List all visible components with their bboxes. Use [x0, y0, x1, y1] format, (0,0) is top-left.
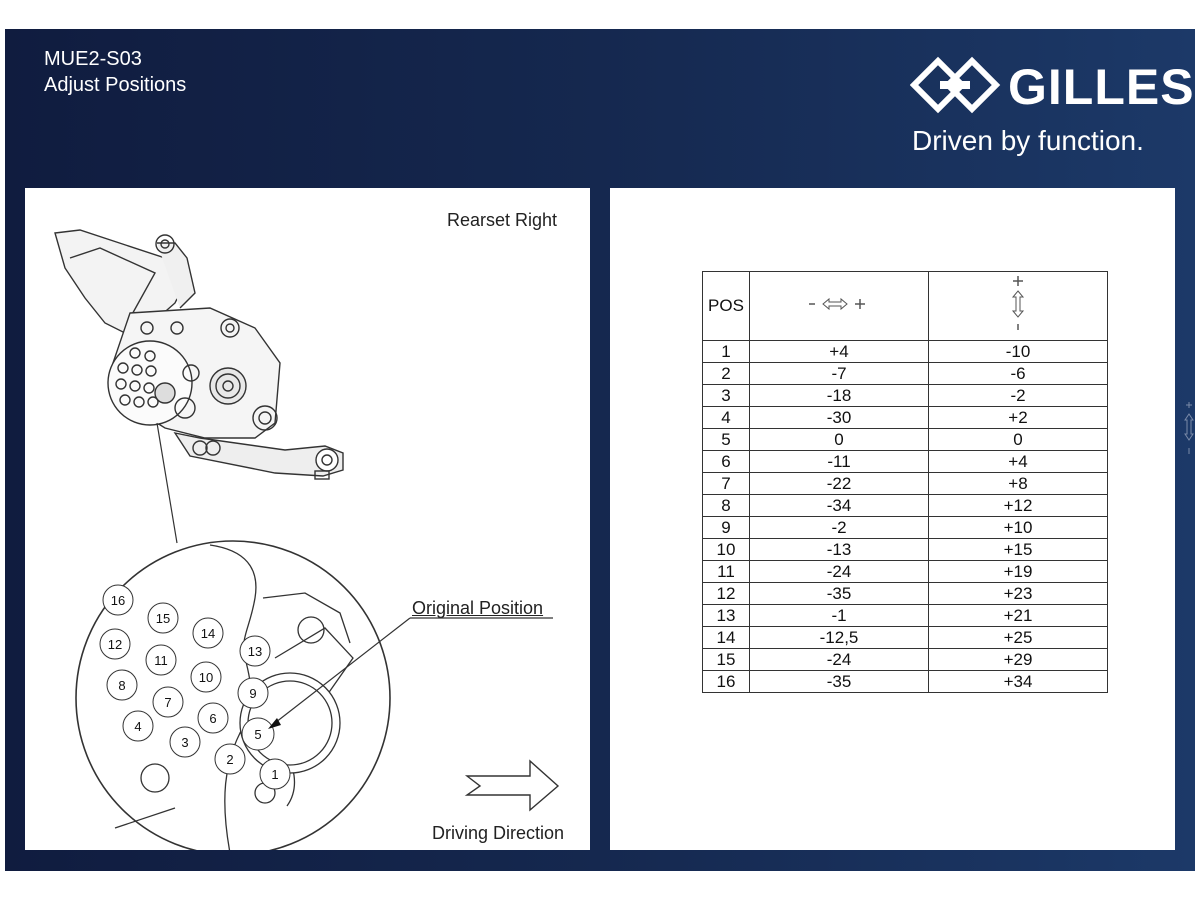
- svg-text:6: 6: [209, 711, 217, 726]
- vertical-value-cell: +21: [929, 605, 1108, 627]
- pos-cell: 6: [703, 451, 750, 473]
- driving-direction-label: Driving Direction: [432, 823, 565, 843]
- table-row: [703, 363, 1108, 385]
- pos-cell: 14: [703, 627, 750, 649]
- vertical-value-cell: -6: [929, 363, 1108, 385]
- svg-text:16: 16: [110, 593, 126, 608]
- svg-text:8: 8: [118, 678, 126, 693]
- pos-cell: 5: [703, 429, 750, 451]
- svg-text:14: 14: [200, 626, 216, 641]
- svg-text:15: 15: [155, 611, 171, 626]
- pos-column-header: POS: [703, 272, 750, 341]
- horizontal-value-cell: -30: [750, 407, 929, 429]
- diagram-panel: [25, 188, 590, 850]
- vertical-value-cell: -10: [929, 341, 1108, 363]
- vertical-value-cell: +12: [929, 495, 1108, 517]
- pos-cell: 8: [703, 495, 750, 517]
- table-row: [703, 341, 1108, 363]
- hole-10: [191, 662, 221, 692]
- vertical-value-cell: +10: [929, 517, 1108, 539]
- hole-12: [100, 629, 130, 659]
- horizontal-value-cell: -1: [750, 605, 929, 627]
- vertical-value-cell: +23: [929, 583, 1108, 605]
- pos-cell: 1: [703, 341, 750, 363]
- horizontal-value-cell: -13: [750, 539, 929, 561]
- table-row: [703, 649, 1108, 671]
- horizontal-value-cell: -7: [750, 363, 929, 385]
- pos-cell: 16: [703, 671, 750, 693]
- side-arrow-glyph-icon: [1183, 400, 1195, 460]
- hole-3: [170, 727, 200, 757]
- pos-cell: 13: [703, 605, 750, 627]
- part-code: MUE2-S03: [44, 48, 142, 70]
- pos-cell: 7: [703, 473, 750, 495]
- svg-text:11: 11: [154, 653, 168, 668]
- hole-16: [103, 585, 133, 615]
- driving-direction-arrow-icon: [467, 761, 558, 810]
- pos-cell: 3: [703, 385, 750, 407]
- hole-6: [198, 703, 228, 733]
- svg-text:10: 10: [198, 670, 214, 685]
- table-row: [703, 671, 1108, 693]
- pos-cell: 15: [703, 649, 750, 671]
- svg-text:2: 2: [226, 752, 234, 767]
- horizontal-value-cell: -35: [750, 671, 929, 693]
- horizontal-value-cell: -24: [750, 649, 929, 671]
- hole-4: [123, 711, 153, 741]
- vertical-value-cell: +2: [929, 407, 1108, 429]
- horizontal-value-cell: -18: [750, 385, 929, 407]
- diagram-title: Rearset Right: [447, 210, 558, 230]
- hole-1: [260, 759, 290, 789]
- svg-text:13: 13: [247, 644, 263, 659]
- hole-14: [193, 618, 223, 648]
- vertical-value-cell: +8: [929, 473, 1108, 495]
- hole-5: [242, 718, 274, 750]
- table-row: [703, 429, 1108, 451]
- horizontal-value-cell: -22: [750, 473, 929, 495]
- vertical-value-cell: +34: [929, 671, 1108, 693]
- table-row: [703, 517, 1108, 539]
- svg-text:7: 7: [164, 695, 172, 710]
- table-row: [703, 583, 1108, 605]
- hole-2: [215, 744, 245, 774]
- page-subtitle: Adjust Positions: [44, 74, 187, 96]
- svg-text:4: 4: [134, 719, 142, 734]
- vertical-column-header: [929, 272, 1108, 341]
- svg-text:3: 3: [181, 735, 189, 750]
- brand-name: GILLES: [1008, 59, 1195, 115]
- gilles-emblem-icon: [910, 55, 1002, 115]
- gilles-logo: [910, 55, 1195, 156]
- rearset-assembly: [55, 230, 343, 479]
- hole-11: [146, 645, 176, 675]
- horizontal-value-cell: 0: [750, 429, 929, 451]
- vertical-value-cell: +25: [929, 627, 1108, 649]
- table-row: [703, 561, 1108, 583]
- hole-13: [240, 636, 270, 666]
- horizontal-value-cell: -12,5: [750, 627, 929, 649]
- pos-cell: 9: [703, 517, 750, 539]
- svg-text:12: 12: [107, 637, 123, 652]
- horizontal-column-header: [750, 272, 929, 341]
- rearset-drawing: [25, 188, 590, 850]
- hole-8: [107, 670, 137, 700]
- svg-text:1: 1: [271, 767, 279, 782]
- pos-cell: 12: [703, 583, 750, 605]
- horizontal-value-cell: +4: [750, 341, 929, 363]
- table-row: [703, 605, 1108, 627]
- table-row: [703, 627, 1108, 649]
- side-adjust-arrows-icon: [1183, 400, 1195, 460]
- table-row: [703, 473, 1108, 495]
- pos-cell: 4: [703, 407, 750, 429]
- document-title: [44, 46, 186, 98]
- horizontal-value-cell: -24: [750, 561, 929, 583]
- horizontal-value-cell: -35: [750, 583, 929, 605]
- svg-text:5: 5: [254, 727, 262, 742]
- table-row: [703, 385, 1108, 407]
- table-row: [703, 451, 1108, 473]
- table-panel: [610, 188, 1175, 850]
- original-position-label: Original Position: [412, 598, 544, 618]
- pos-cell: 2: [703, 363, 750, 385]
- horizontal-value-cell: -2: [750, 517, 929, 539]
- vertical-value-cell: +29: [929, 649, 1108, 671]
- vertical-value-cell: 0: [929, 429, 1108, 451]
- vertical-value-cell: +15: [929, 539, 1108, 561]
- adjust-positions-table: [702, 271, 1108, 693]
- horizontal-value-cell: -11: [750, 451, 929, 473]
- table-row: [703, 539, 1108, 561]
- brand-tagline: Driven by function.: [912, 125, 1144, 156]
- pos-cell: 11: [703, 561, 750, 583]
- vertical-value-cell: +19: [929, 561, 1108, 583]
- table-row: [703, 407, 1108, 429]
- svg-text:9: 9: [249, 686, 257, 701]
- table-header-row: [703, 272, 1108, 341]
- table-body: [703, 341, 1108, 693]
- table-row: [703, 495, 1108, 517]
- vertical-adjust-arrows-icon: [1008, 275, 1028, 333]
- pos-cell: 10: [703, 539, 750, 561]
- vertical-value-cell: -2: [929, 385, 1108, 407]
- vertical-value-cell: +4: [929, 451, 1108, 473]
- hole-7: [153, 687, 183, 717]
- hole-9: [238, 678, 268, 708]
- horizontal-value-cell: -34: [750, 495, 929, 517]
- hole-15: [148, 603, 178, 633]
- horizontal-adjust-arrows-icon: [807, 296, 871, 312]
